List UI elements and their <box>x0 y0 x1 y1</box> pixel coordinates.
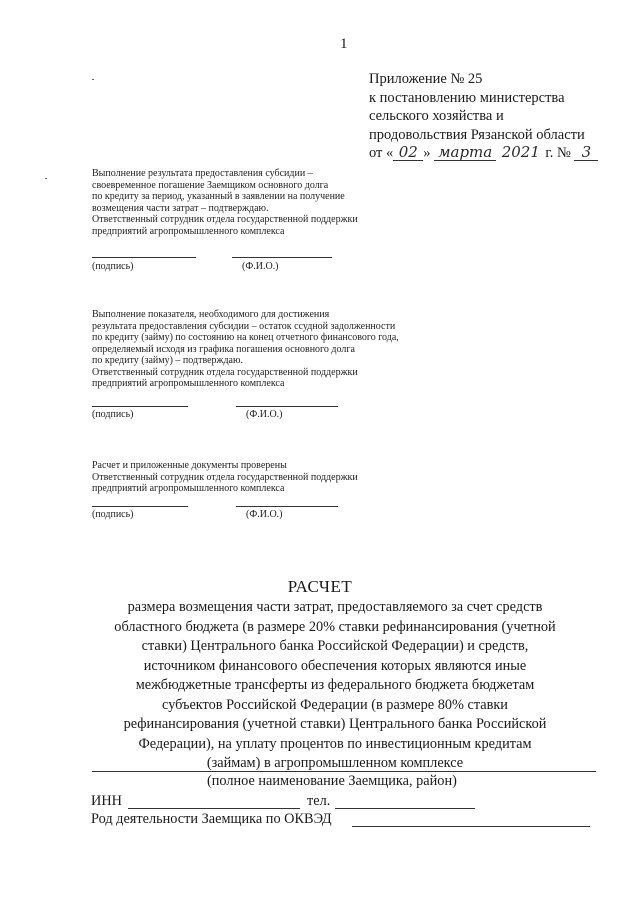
block2-line: Выполнение показателя, необходимого для достижения <box>92 309 330 320</box>
calc-description: размера возмещения части затрат, предоставляемого за счет средств областного бюджета (в размере 20% ставки рефинансирования (учетной ставки) Центрального банка Российской Федерации) и средств, источником финансового обеспечения которых являются иные межбюджетные трансферты из федерального бюджета бюджетам субъектов Российской Федерации (в размере 80% ставки рефинансирования (учетной ставки) Центрального банка Российской Федерации), на уплату процентов по инвестиционным кредитам (займам) в агропромышленном комплексе <box>114 599 556 771</box>
block1-line: возмещения части затрат – подтверждаю. <box>92 202 269 214</box>
date-year-suffix: г. № <box>541 145 571 161</box>
block2-line: определяемый исходя из графика погашения основного долга <box>92 343 355 355</box>
block2-line: Ответственный сотрудник отдела государственной поддержки <box>92 366 358 378</box>
block3-line: Расчет и приложенные документы проверены <box>92 460 287 471</box>
appendix-date-line <box>369 144 598 163</box>
inn-label: ИНН <box>91 793 122 809</box>
calc-title: РАСЧЕТ <box>287 577 353 596</box>
tel-field-line <box>335 808 475 809</box>
block3-line: Ответственный сотрудник отдела государственной поддержки <box>92 471 358 483</box>
name-line <box>232 257 332 258</box>
name-line <box>236 506 338 507</box>
signature-caption: (подпись) <box>92 261 134 272</box>
name-caption: (Ф.И.О.) <box>242 261 279 272</box>
block3-line: предприятий агропромышленного комплекса <box>92 483 285 494</box>
appendix-title: Приложение № 25 <box>369 71 483 87</box>
appendix-header <box>369 70 598 163</box>
okved-label: Род деятельности Заемщика по ОКВЭД <box>91 811 332 827</box>
confirmation-block-1 <box>92 168 358 237</box>
block1-line: по кредиту за период, указанный в заявлении на получение <box>92 191 345 202</box>
date-year: 2021 <box>501 143 540 161</box>
name-line <box>236 406 338 407</box>
signature-caption: (подпись) <box>92 409 134 420</box>
date-prefix: от « <box>369 145 394 161</box>
appendix-line-2: к постановлению министерства <box>369 89 565 106</box>
tel-label: тел. <box>307 793 331 809</box>
block1-line: Выполнение результата предоставления субсидии – <box>92 168 313 179</box>
signature-line <box>92 257 196 258</box>
scan-mark <box>92 79 94 80</box>
block1-line: Ответственный сотрудник отдела государственной поддержки <box>92 214 358 225</box>
block2-line: предприятий агропромышленного комплекса <box>92 378 285 389</box>
date-month: марта <box>434 145 496 161</box>
date-mid: » <box>423 145 431 161</box>
block2-line: результата предоставления субсидии – остаток ссудной задолженности <box>92 320 396 332</box>
name-caption: (Ф.И.О.) <box>246 409 283 420</box>
signature-line <box>92 506 188 507</box>
signature-line <box>92 406 188 407</box>
appendix-line-4: продовольствия Рязанской области <box>369 126 585 143</box>
borrower-name-caption: (полное наименование Заемщика, район) <box>207 773 457 789</box>
borrower-name-line <box>92 771 596 772</box>
block1-line: предприятий агропромышленного комплекса <box>92 225 285 237</box>
doc-number: 3 <box>574 145 598 161</box>
appendix-line-3: сельского хозяйства и <box>369 108 504 124</box>
block1-line: своевременное погашение Заемщиком основного долга <box>92 179 329 191</box>
confirmation-block-3 <box>92 460 358 495</box>
confirmation-block-2 <box>92 309 399 390</box>
block2-line: по кредиту (займу) по состоянию на конец отчетного финансового года, <box>92 332 399 343</box>
date-day: 02 <box>393 145 423 161</box>
scan-mark <box>45 178 47 179</box>
signature-caption: (подпись) <box>92 509 134 520</box>
name-caption: (Ф.И.О.) <box>246 509 283 520</box>
page-number: 1 <box>340 36 348 52</box>
block2-line: по кредиту (займу) – подтверждаю. <box>92 355 243 366</box>
inn-field-line <box>128 808 300 809</box>
okved-field-line <box>352 826 590 827</box>
